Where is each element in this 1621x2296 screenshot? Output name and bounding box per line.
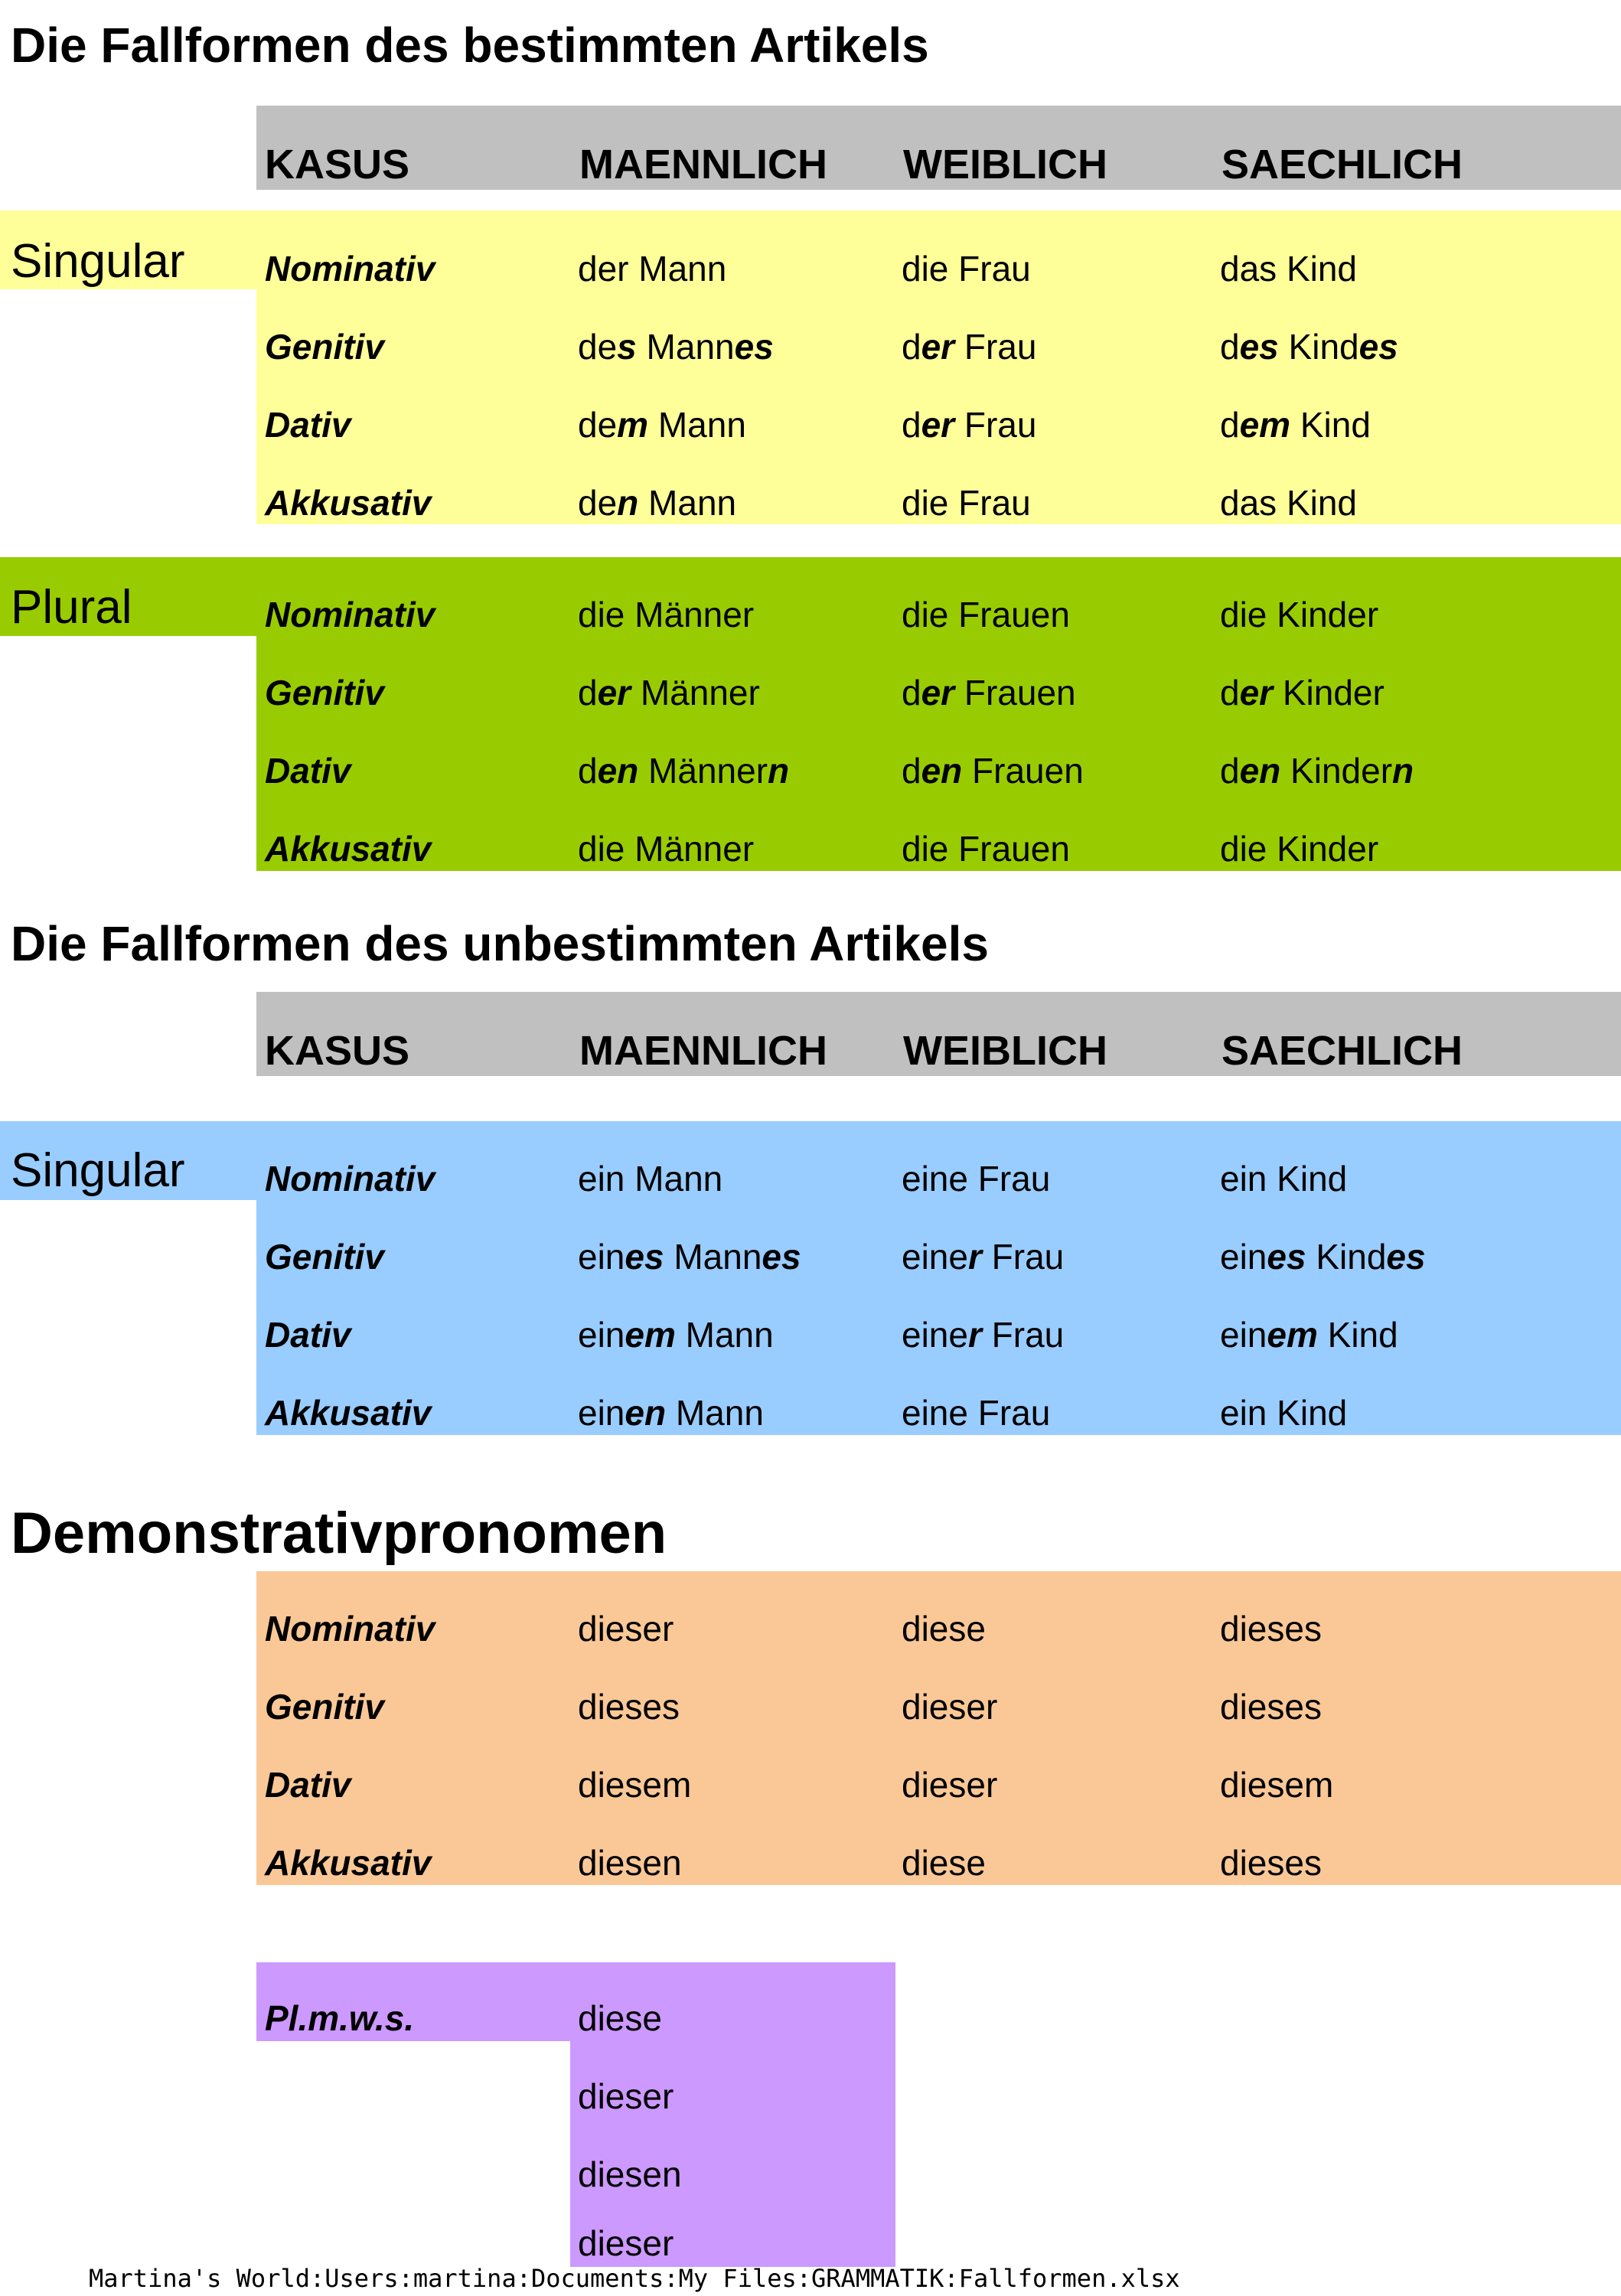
section3-cell: dieses — [1220, 1687, 1322, 1727]
section2-header-kasus: KASUS — [265, 1028, 410, 1074]
section3-cell: diese — [902, 1843, 986, 1883]
section3-case-genitiv: Genitiv — [265, 1687, 384, 1727]
section1-plural-case-dativ: Dativ — [265, 751, 351, 791]
section1-singular-case-nominativ: Nominativ — [265, 249, 435, 289]
section3-plural-value: diesen — [578, 2154, 682, 2194]
section3-plural-value: dieser — [578, 2076, 674, 2116]
section1-header-weiblich: WEIBLICH — [903, 142, 1107, 188]
section2-singular-case-dativ: Dativ — [265, 1315, 351, 1355]
section1-plural-case-genitiv: Genitiv — [265, 673, 384, 713]
file-path-footer: Martina's World:Users:martina:Documents:My Files:GRAMMATIK:Fallformen.xlsx — [89, 2264, 1180, 2293]
section2-singular-cell: einer Frau — [902, 1315, 1065, 1355]
section1-plural-cell: die Frauen — [902, 595, 1070, 634]
section1-plural-cell: der Frauen — [902, 673, 1076, 713]
section3-cell: dieses — [1220, 1843, 1322, 1883]
section3-cell: dieses — [1220, 1609, 1322, 1649]
section2-singular-case-genitiv: Genitiv — [265, 1237, 384, 1277]
section1-singular-cell: dem Kind — [1220, 405, 1371, 445]
section1-plural-cell: die Kinder — [1220, 595, 1379, 634]
section3-title: Demonstrativpronomen — [11, 1501, 667, 1566]
section1-plural-cell: den Kindern — [1220, 751, 1414, 791]
section1-title: Die Fallformen des bestimmten Artikels — [11, 18, 929, 73]
section3-case-nominativ: Nominativ — [265, 1609, 435, 1649]
section2-singular-cell: eine Frau — [902, 1393, 1051, 1433]
section1-plural-label: Plural — [11, 581, 132, 634]
section1-singular-cell: den Mann — [578, 483, 737, 523]
section3-cell: diese — [902, 1609, 986, 1649]
section1-plural-cell: die Männer — [578, 595, 755, 634]
section1-header-maennlich: MAENNLICH — [579, 142, 827, 188]
section1-singular-case-akkusativ: Akkusativ — [265, 483, 432, 523]
section3-case-akkusativ: Akkusativ — [265, 1843, 432, 1883]
section3-case-dativ: Dativ — [265, 1765, 351, 1805]
section2-singular-cell: einen Mann — [578, 1393, 764, 1433]
section1-header-kasus: KASUS — [265, 142, 410, 188]
section2-singular-cell: eine Frau — [902, 1159, 1051, 1199]
section1-plural-cell: die Männer — [578, 829, 755, 869]
section2-singular-cell: eines Mannes — [578, 1237, 801, 1277]
section1-singular-cell: der Frau — [902, 405, 1037, 445]
section1-plural-cell: den Frauen — [902, 751, 1084, 791]
section2-singular-case-nominativ: Nominativ — [265, 1159, 435, 1199]
section2-singular-cell: einer Frau — [902, 1237, 1065, 1277]
section1-plural-cell: die Kinder — [1220, 829, 1379, 869]
section2-title: Die Fallformen des unbestimmten Artikels — [11, 916, 989, 971]
section1-singular-cell: der Frau — [902, 327, 1037, 367]
section1-singular-cell: die Frau — [902, 483, 1031, 523]
section1-singular-cell: die Frau — [902, 249, 1031, 289]
section3-plural-value: diese — [578, 1998, 662, 2038]
section1-header-saechlich: SAECHLICH — [1221, 142, 1463, 188]
section3-cell: diesen — [578, 1843, 682, 1883]
section2-singular-cell: eines Kindes — [1220, 1237, 1426, 1277]
section1-singular-cell: das Kind — [1220, 249, 1358, 289]
section1-singular-case-genitiv: Genitiv — [265, 327, 384, 367]
section2-header-maennlich: MAENNLICH — [579, 1028, 827, 1074]
section1-plural-cell: der Männer — [578, 673, 760, 713]
section3-plural-value: dieser — [578, 2223, 674, 2263]
section1-singular-cell: dem Mann — [578, 405, 746, 445]
section3-cell: dieses — [578, 1687, 680, 1727]
section2-singular-cell: ein Mann — [578, 1159, 723, 1199]
section2-singular-label: Singular — [11, 1144, 185, 1197]
section3-cell: diesem — [578, 1765, 692, 1805]
section1-singular-label: Singular — [11, 235, 185, 288]
section1-plural-case-akkusativ: Akkusativ — [265, 829, 432, 869]
section2-singular-cell: ein Kind — [1220, 1393, 1348, 1433]
section3-cell: dieser — [578, 1609, 674, 1649]
section1-singular-cell: der Mann — [578, 249, 727, 289]
section3-cell: dieser — [902, 1687, 998, 1727]
section3-cell: diesem — [1220, 1765, 1334, 1805]
section2-singular-case-akkusativ: Akkusativ — [265, 1393, 432, 1433]
section2-header-saechlich: SAECHLICH — [1221, 1028, 1463, 1074]
section1-plural-case-nominativ: Nominativ — [265, 595, 435, 634]
section1-singular-cell: des Mannes — [578, 327, 774, 367]
section1-plural-cell: den Männern — [578, 751, 790, 791]
section2-header-weiblich: WEIBLICH — [903, 1028, 1107, 1074]
section3-cell: dieser — [902, 1765, 998, 1805]
section2-singular-cell: einem Kind — [1220, 1315, 1398, 1355]
section2-singular-cell: ein Kind — [1220, 1159, 1348, 1199]
section2-singular-cell: einem Mann — [578, 1315, 774, 1355]
section1-plural-cell: der Kinder — [1220, 673, 1385, 713]
section1-plural-cell: die Frauen — [902, 829, 1070, 869]
section1-singular-cell: das Kind — [1220, 483, 1358, 523]
section1-singular-cell: des Kindes — [1220, 327, 1398, 367]
section1-singular-case-dativ: Dativ — [265, 405, 351, 445]
section3-plural-label: Pl.m.w.s. — [265, 1998, 415, 2038]
